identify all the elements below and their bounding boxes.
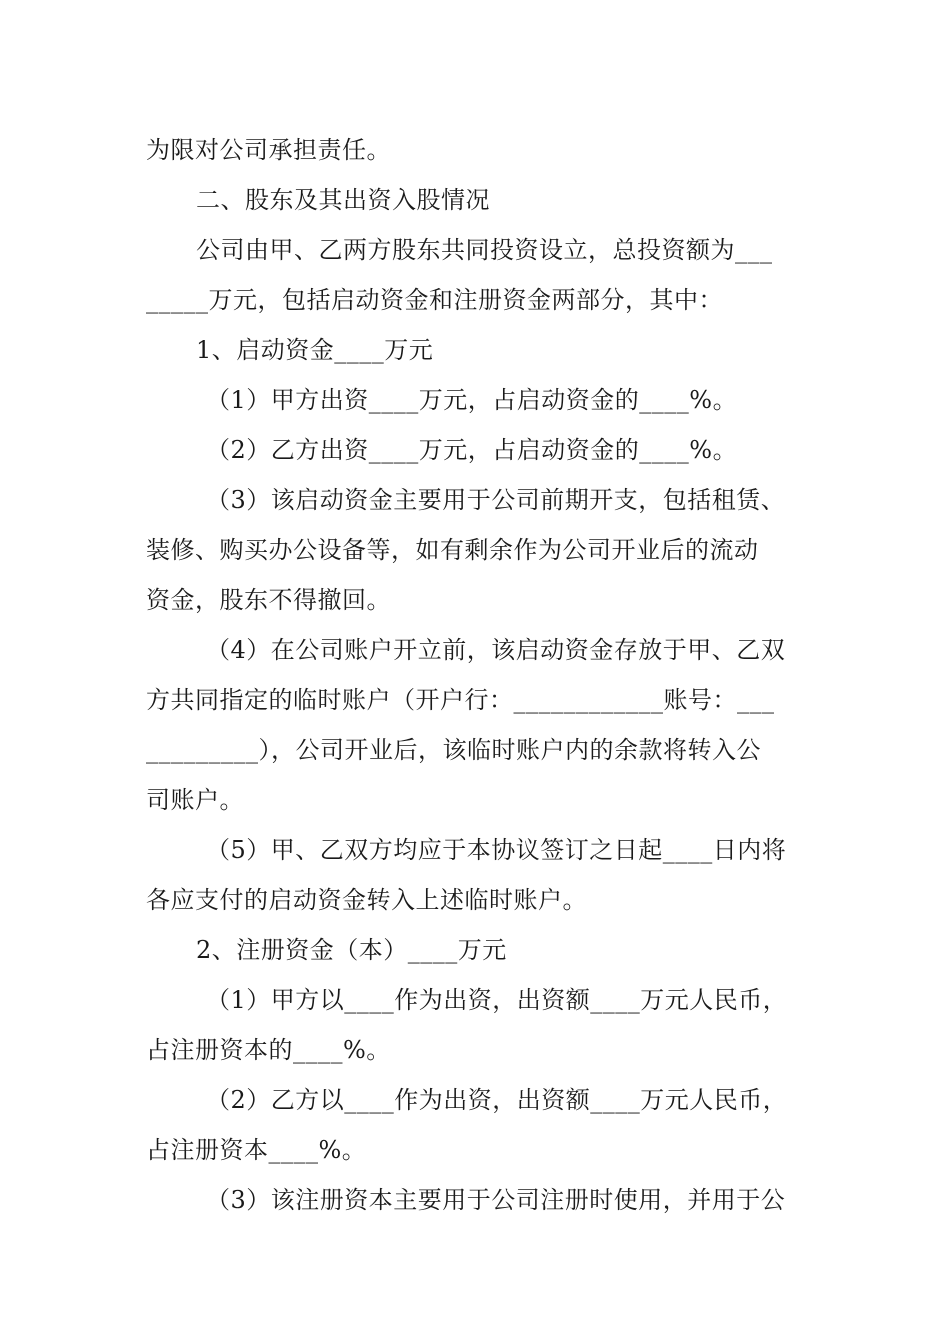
subheading-registered-capital: 2、注册资金（本）____万元 <box>196 936 507 964</box>
item-registered-party-a: （1）甲方以____作为出资，出资额____万元人民币， <box>206 986 788 1014</box>
item-startup-usage-cont2: 资金，股东不得撤回。 <box>146 586 391 614</box>
item-temp-account-cont2: _________），公司开业后，该临时账户内的余款将转入公 <box>146 736 761 764</box>
item-startup-usage: （3）该启动资金主要用于公司前期开支，包括租赁、 <box>206 486 786 514</box>
section-heading-shareholders: 二、股东及其出资入股情况 <box>196 186 490 214</box>
item-startup-usage-cont1: 装修、购买办公设备等，如有剩余作为公司开业后的流动 <box>146 536 759 564</box>
item-registered-party-a-cont: 占注册资本的____%。 <box>146 1036 391 1064</box>
text-line-liability: 为限对公司承担责任。 <box>146 136 391 164</box>
item-temp-account: （4）在公司账户开立前，该启动资金存放于甲、乙双 <box>206 636 786 664</box>
subheading-startup-capital: 1、启动资金____万元 <box>196 336 434 364</box>
item-startup-party-a: （1）甲方出资____万元，占启动资金的____%。 <box>206 386 738 414</box>
item-temp-account-cont3: 司账户。 <box>146 786 244 814</box>
item-registered-usage: （3）该注册资本主要用于公司注册时使用，并用于公 <box>206 1186 786 1214</box>
text-line-total-investment: 公司由甲、乙两方股东共同投资设立，总投资额为___ <box>196 236 773 264</box>
item-registered-party-b-cont: 占注册资本____%。 <box>146 1136 367 1164</box>
item-temp-account-cont1: 方共同指定的临时账户（开户行：____________账号：___ <box>146 686 775 714</box>
text-line-total-investment-cont: _____万元，包括启动资金和注册资金两部分，其中： <box>146 286 723 314</box>
item-startup-party-b: （2）乙方出资____万元，占启动资金的____%。 <box>206 436 738 464</box>
item-transfer-deadline-cont: 各应支付的启动资金转入上述临时账户。 <box>146 886 587 914</box>
item-transfer-deadline: （5）甲、乙双方均应于本协议签订之日起____日内将 <box>206 836 787 864</box>
item-registered-party-b: （2）乙方以____作为出资，出资额____万元人民币， <box>206 1086 788 1114</box>
